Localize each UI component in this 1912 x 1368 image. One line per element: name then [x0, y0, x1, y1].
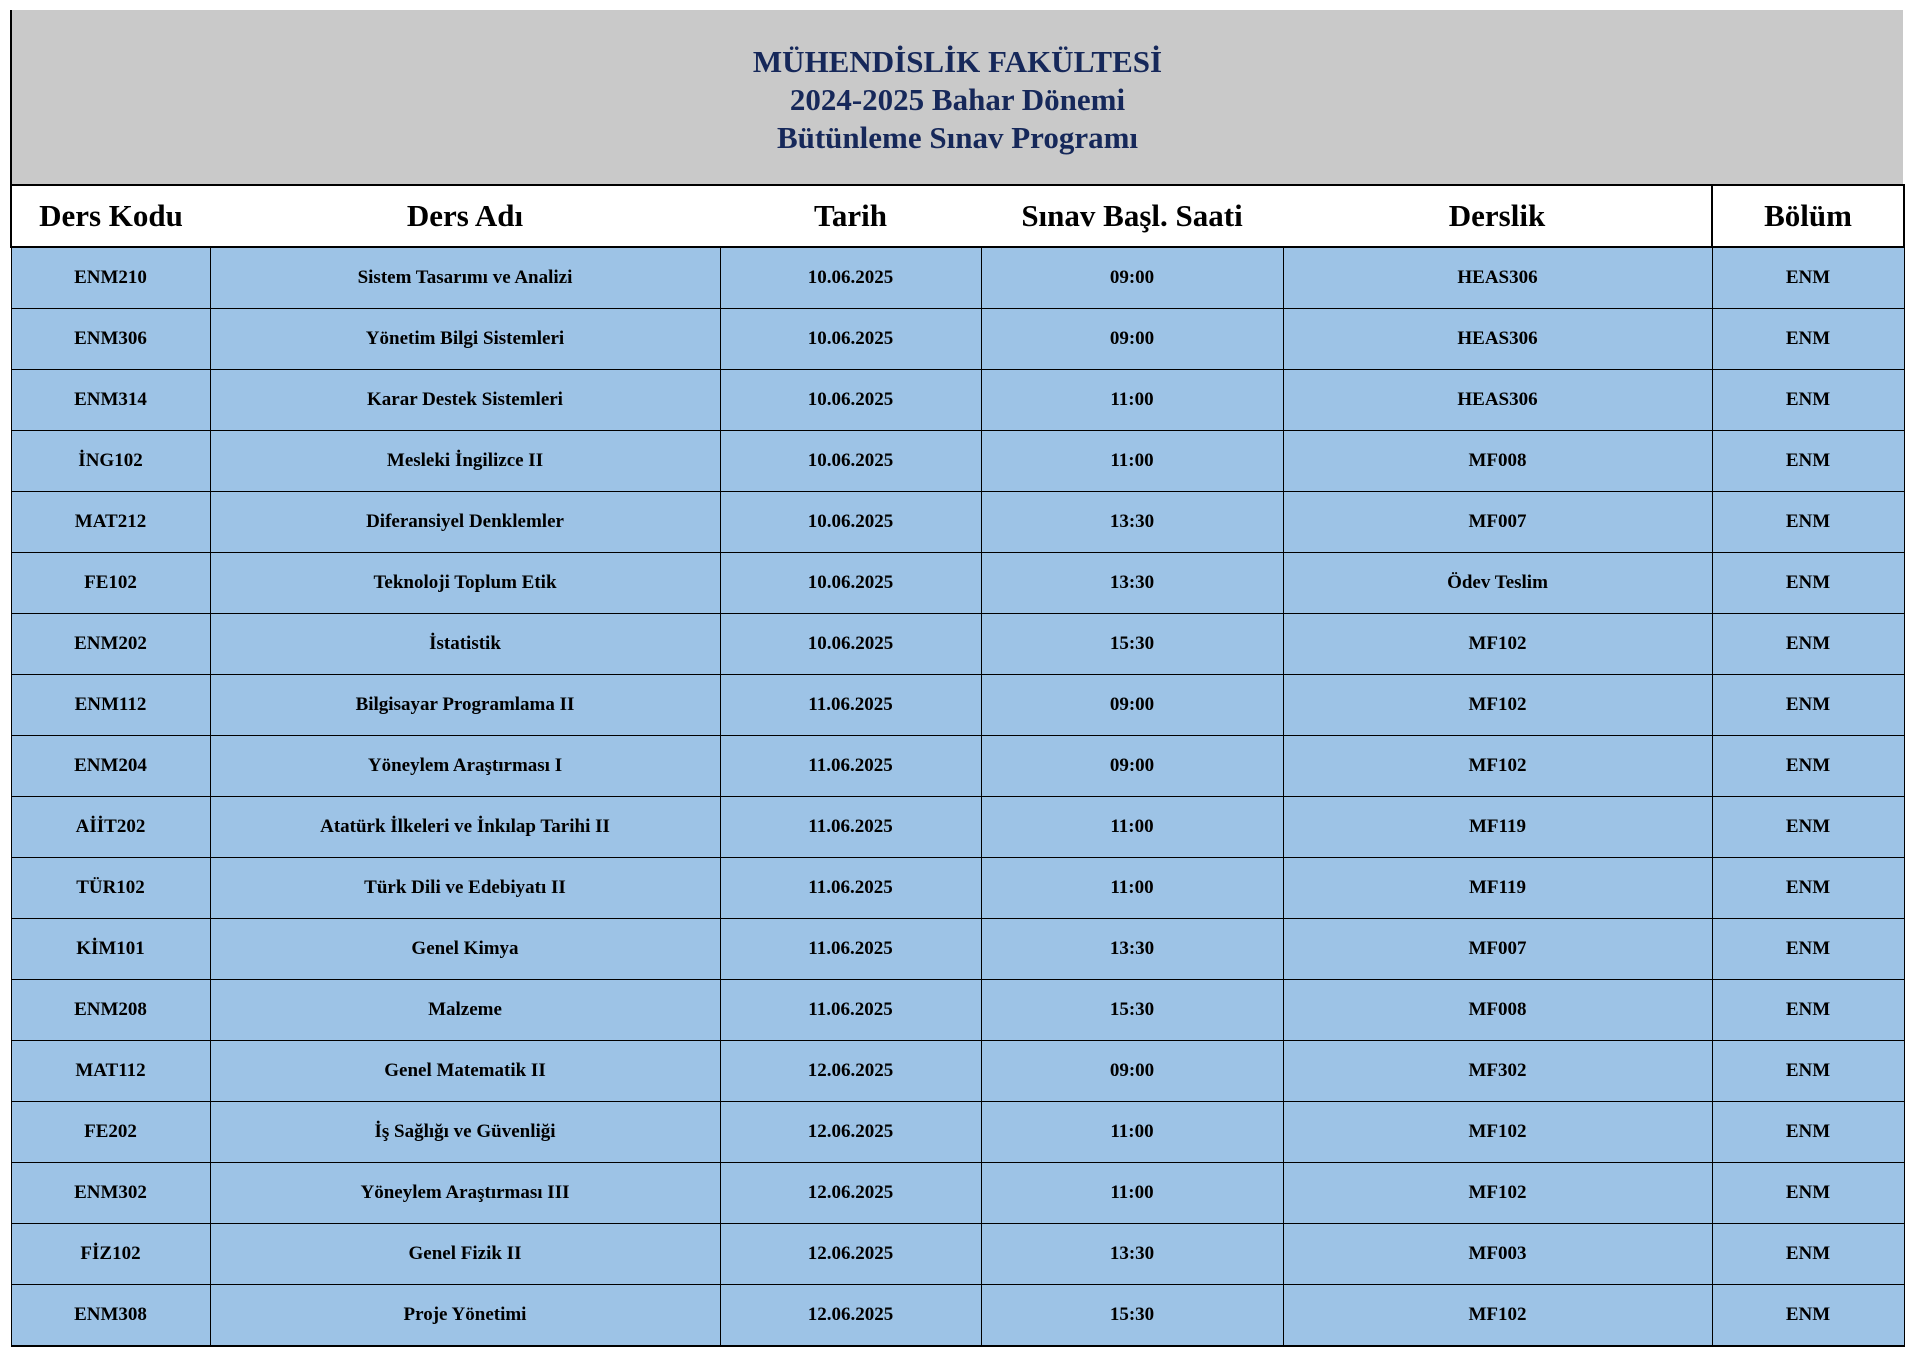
date-cell: 11.06.2025 — [720, 675, 981, 736]
department-cell: ENM — [1712, 553, 1904, 614]
course-code-cell: TÜR102 — [11, 858, 210, 919]
table-row — [11, 1041, 1904, 1102]
date-cell: 12.06.2025 — [720, 1041, 981, 1102]
course-name-cell: Karar Destek Sistemleri — [210, 370, 720, 431]
course-name-cell: Sistem Tasarımı ve Analizi — [210, 247, 720, 309]
department-cell: ENM — [1712, 492, 1904, 553]
course-code-cell: KİM101 — [11, 919, 210, 980]
classroom-cell: MF102 — [1283, 1163, 1712, 1224]
course-name-cell: Yöneylem Araştırması III — [210, 1163, 720, 1224]
course-name-cell: Mesleki İngilizce II — [210, 431, 720, 492]
department-cell: ENM — [1712, 247, 1904, 309]
department-cell: ENM — [1712, 1163, 1904, 1224]
date-cell: 12.06.2025 — [720, 1224, 981, 1285]
start-time-cell: 09:00 — [981, 247, 1283, 309]
course-name-cell: İş Sağlığı ve Güvenliği — [210, 1102, 720, 1163]
date-cell: 10.06.2025 — [720, 309, 981, 370]
course-code-cell: ENM208 — [11, 980, 210, 1041]
start-time-cell: 11:00 — [981, 370, 1283, 431]
start-time-cell: 11:00 — [981, 431, 1283, 492]
department-cell: ENM — [1712, 675, 1904, 736]
date-cell: 12.06.2025 — [720, 1102, 981, 1163]
table-row — [11, 431, 1904, 492]
classroom-cell: Ödev Teslim — [1283, 553, 1712, 614]
date-cell: 10.06.2025 — [720, 247, 981, 309]
table-row — [11, 553, 1904, 614]
table-row — [11, 614, 1904, 675]
date-cell: 10.06.2025 — [720, 431, 981, 492]
course-name-cell: Genel Kimya — [210, 919, 720, 980]
start-time-cell: 11:00 — [981, 797, 1283, 858]
table-row — [11, 1285, 1904, 1347]
course-code-cell: ENM308 — [11, 1285, 210, 1347]
course-name-cell: Genel Matematik II — [210, 1041, 720, 1102]
start-time-cell: 13:30 — [981, 1224, 1283, 1285]
classroom-cell: MF007 — [1283, 919, 1712, 980]
classroom-cell: MF008 — [1283, 431, 1712, 492]
program-title: Bütünleme Sınav Programı — [776, 120, 1139, 155]
table-row — [11, 1102, 1904, 1163]
course-code-cell: AİİT202 — [11, 797, 210, 858]
department-cell: ENM — [1712, 370, 1904, 431]
table-row — [11, 309, 1904, 370]
department-cell: ENM — [1712, 1285, 1904, 1347]
table-row — [11, 247, 1904, 309]
title-banner — [10, 10, 1903, 184]
classroom-cell: HEAS306 — [1283, 247, 1712, 309]
classroom-cell: MF102 — [1283, 736, 1712, 797]
department-cell: ENM — [1712, 431, 1904, 492]
table-row — [11, 675, 1904, 736]
course-name-cell: Yöneylem Araştırması I — [210, 736, 720, 797]
table-row — [11, 797, 1904, 858]
department-cell: ENM — [1712, 309, 1904, 370]
department-cell: ENM — [1712, 858, 1904, 919]
date-cell: 12.06.2025 — [720, 1163, 981, 1224]
department-cell: ENM — [1712, 736, 1904, 797]
classroom-cell: MF007 — [1283, 492, 1712, 553]
term-title: 2024-2025 Bahar Dönemi — [789, 82, 1126, 117]
exam-table — [10, 184, 1905, 1347]
course-code-cell: İNG102 — [11, 431, 210, 492]
col-header-course-code: Ders Kodu — [11, 185, 210, 247]
start-time-cell: 09:00 — [981, 736, 1283, 797]
course-name-cell: Proje Yönetimi — [210, 1285, 720, 1347]
course-name-cell: Malzeme — [210, 980, 720, 1041]
col-header-department: Bölüm — [1712, 185, 1904, 247]
date-cell: 12.06.2025 — [720, 1285, 981, 1347]
course-name-cell: İstatistik — [210, 614, 720, 675]
date-cell: 11.06.2025 — [720, 736, 981, 797]
course-code-cell: FİZ102 — [11, 1224, 210, 1285]
col-header-course-name: Ders Adı — [210, 185, 720, 247]
exam-schedule-sheet — [10, 10, 1903, 1347]
course-code-cell: MAT212 — [11, 492, 210, 553]
exam-table-body — [11, 247, 1904, 1346]
date-cell: 10.06.2025 — [720, 370, 981, 431]
start-time-cell: 13:30 — [981, 492, 1283, 553]
department-cell: ENM — [1712, 1224, 1904, 1285]
faculty-title: MÜHENDİSLİK FAKÜLTESİ — [752, 44, 1163, 79]
course-name-cell: Bilgisayar Programlama II — [210, 675, 720, 736]
classroom-cell: MF302 — [1283, 1041, 1712, 1102]
classroom-cell: MF102 — [1283, 675, 1712, 736]
start-time-cell: 09:00 — [981, 309, 1283, 370]
course-code-cell: FE202 — [11, 1102, 210, 1163]
classroom-cell: MF102 — [1283, 614, 1712, 675]
department-cell: ENM — [1712, 797, 1904, 858]
start-time-cell: 09:00 — [981, 675, 1283, 736]
course-code-cell: MAT112 — [11, 1041, 210, 1102]
date-cell: 11.06.2025 — [720, 980, 981, 1041]
start-time-cell: 11:00 — [981, 1102, 1283, 1163]
table-row — [11, 1224, 1904, 1285]
course-name-cell: Teknoloji Toplum Etik — [210, 553, 720, 614]
department-cell: ENM — [1712, 1041, 1904, 1102]
table-row — [11, 370, 1904, 431]
classroom-cell: HEAS306 — [1283, 370, 1712, 431]
department-cell: ENM — [1712, 1102, 1904, 1163]
start-time-cell: 15:30 — [981, 614, 1283, 675]
date-cell: 10.06.2025 — [720, 614, 981, 675]
course-name-cell: Genel Fizik II — [210, 1224, 720, 1285]
course-code-cell: FE102 — [11, 553, 210, 614]
table-row — [11, 492, 1904, 553]
classroom-cell: HEAS306 — [1283, 309, 1712, 370]
start-time-cell: 11:00 — [981, 1163, 1283, 1224]
classroom-cell: MF102 — [1283, 1285, 1712, 1347]
classroom-cell: MF119 — [1283, 858, 1712, 919]
classroom-cell: MF102 — [1283, 1102, 1712, 1163]
start-time-cell: 15:30 — [981, 980, 1283, 1041]
course-code-cell: ENM204 — [11, 736, 210, 797]
course-code-cell: ENM202 — [11, 614, 210, 675]
header-row — [11, 185, 1904, 247]
course-code-cell: ENM314 — [11, 370, 210, 431]
course-name-cell: Diferansiyel Denklemler — [210, 492, 720, 553]
date-cell: 11.06.2025 — [720, 797, 981, 858]
department-cell: ENM — [1712, 980, 1904, 1041]
start-time-cell: 13:30 — [981, 919, 1283, 980]
table-row — [11, 919, 1904, 980]
table-row — [11, 858, 1904, 919]
course-code-cell: ENM210 — [11, 247, 210, 309]
course-code-cell: ENM302 — [11, 1163, 210, 1224]
date-cell: 11.06.2025 — [720, 858, 981, 919]
start-time-cell: 11:00 — [981, 858, 1283, 919]
date-cell: 11.06.2025 — [720, 919, 981, 980]
table-row — [11, 1163, 1904, 1224]
col-header-start-time: Sınav Başl. Saati — [981, 185, 1283, 247]
start-time-cell: 09:00 — [981, 1041, 1283, 1102]
course-code-cell: ENM306 — [11, 309, 210, 370]
course-code-cell: ENM112 — [11, 675, 210, 736]
date-cell: 10.06.2025 — [720, 492, 981, 553]
col-header-date: Tarih — [720, 185, 981, 247]
start-time-cell: 15:30 — [981, 1285, 1283, 1347]
course-name-cell: Atatürk İlkeleri ve İnkılap Tarihi II — [210, 797, 720, 858]
start-time-cell: 13:30 — [981, 553, 1283, 614]
classroom-cell: MF119 — [1283, 797, 1712, 858]
classroom-cell: MF008 — [1283, 980, 1712, 1041]
course-name-cell: Yönetim Bilgi Sistemleri — [210, 309, 720, 370]
course-name-cell: Türk Dili ve Edebiyatı II — [210, 858, 720, 919]
date-cell: 10.06.2025 — [720, 553, 981, 614]
table-row — [11, 736, 1904, 797]
col-header-classroom: Derslik — [1283, 185, 1712, 247]
table-row — [11, 980, 1904, 1041]
department-cell: ENM — [1712, 919, 1904, 980]
classroom-cell: MF003 — [1283, 1224, 1712, 1285]
department-cell: ENM — [1712, 614, 1904, 675]
